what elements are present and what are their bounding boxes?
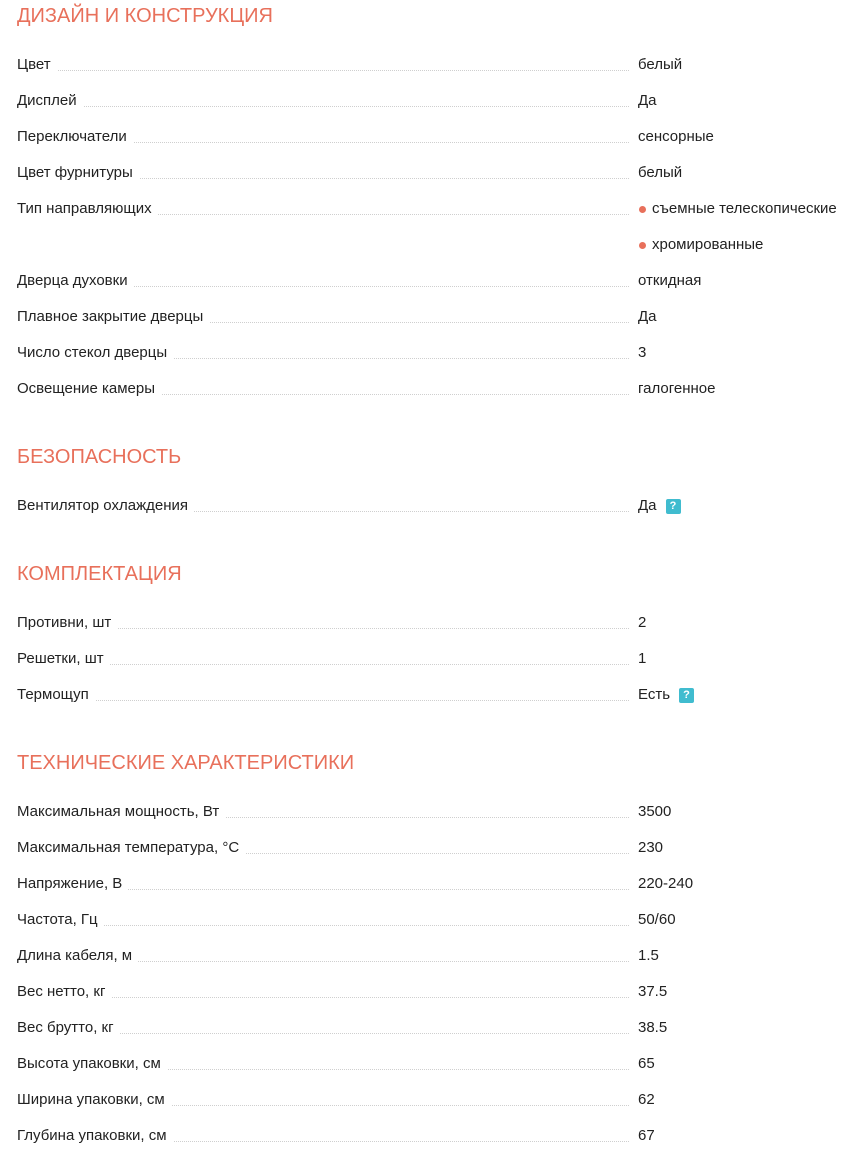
bullet-dot-icon	[639, 206, 646, 213]
spec-label: Вес брутто, кг	[17, 1018, 120, 1038]
spec-value: белый	[638, 164, 683, 181]
spec-row	[17, 199, 849, 219]
spec-value: 230	[638, 839, 664, 856]
spec-value: 37.5	[638, 983, 668, 1000]
spec-value: 3	[638, 344, 647, 361]
spec-label: Напряжение, В	[17, 874, 128, 894]
spec-row	[17, 91, 849, 111]
spec-row	[17, 1090, 849, 1110]
spec-label: Максимальная температура, °C	[17, 838, 245, 858]
spec-value: 3500	[638, 803, 672, 820]
spec-row	[17, 307, 849, 327]
spec-value: сенсорные	[638, 128, 714, 145]
spec-row	[17, 838, 849, 858]
spec-row	[17, 379, 849, 399]
help-icon[interactable]: ?	[666, 499, 681, 514]
spec-row	[17, 1126, 849, 1146]
spec-label: Цвет	[17, 55, 57, 75]
spec-value: Да ?	[638, 496, 681, 516]
spec-label: Вентилятор охлаждения	[17, 496, 194, 516]
spec-value: 67	[638, 1127, 655, 1144]
spec-label: Цвет фурнитуры	[17, 163, 139, 183]
spec-label: Высота упаковки, см	[17, 1054, 167, 1074]
spec-label: Вес нетто, кг	[17, 982, 111, 1002]
spec-label: Длина кабеля, м	[17, 946, 138, 966]
spec-row	[17, 802, 849, 822]
spec-label: Плавное закрытие дверцы	[17, 307, 209, 327]
dotted-leader	[17, 925, 629, 926]
spec-row	[17, 496, 849, 516]
spec-label: Глубина упаковки, см	[17, 1126, 173, 1146]
spec-label: Частота, Гц	[17, 910, 104, 930]
spec-value: Да	[638, 308, 657, 325]
dotted-leader	[17, 106, 629, 107]
spec-value: 220-240	[638, 875, 694, 892]
section-title-design: ДИЗАЙН И КОНСТРУКЦИЯ	[17, 5, 273, 27]
spec-label: Освещение камеры	[17, 379, 161, 399]
spec-value: 2	[638, 614, 647, 631]
spec-value: белый	[638, 56, 683, 73]
spec-row	[17, 685, 849, 705]
spec-value: 1	[638, 650, 647, 667]
spec-row	[17, 55, 849, 75]
spec-label: Тип направляющих	[17, 199, 158, 219]
spec-value-list-item: хромированные	[638, 235, 763, 255]
spec-row	[17, 343, 849, 363]
spec-row	[17, 910, 849, 930]
spec-value: 38.5	[638, 1019, 668, 1036]
section-title-technical: ТЕХНИЧЕСКИЕ ХАРАКТЕРИСТИКИ	[17, 752, 355, 774]
spec-row	[17, 271, 849, 291]
spec-label: Термощуп	[17, 685, 95, 705]
spec-label: Переключатели	[17, 127, 133, 147]
spec-value-list-item: съемные телескопические	[638, 199, 837, 219]
bullet-dot-icon	[639, 242, 646, 249]
spec-value: галогенное	[638, 380, 716, 397]
spec-label: Дверца духовки	[17, 271, 134, 291]
spec-row	[17, 127, 849, 147]
spec-row	[17, 163, 849, 183]
spec-row	[17, 946, 849, 966]
spec-row	[17, 1018, 849, 1038]
section-title-package: КОМПЛЕКТАЦИЯ	[17, 563, 182, 585]
spec-row-continuation	[17, 235, 849, 255]
spec-label: Решетки, шт	[17, 649, 110, 669]
section-title-safety: БЕЗОПАСНОСТЬ	[17, 446, 182, 468]
spec-value: Да	[638, 92, 657, 109]
spec-label: Дисплей	[17, 91, 83, 111]
spec-row	[17, 982, 849, 1002]
help-icon[interactable]: ?	[679, 688, 694, 703]
spec-label: Противни, шт	[17, 613, 117, 633]
spec-row	[17, 613, 849, 633]
spec-row	[17, 1054, 849, 1074]
spec-value: 65	[638, 1055, 655, 1072]
spec-row	[17, 649, 849, 669]
dotted-leader	[17, 700, 629, 701]
spec-label: Ширина упаковки, см	[17, 1090, 171, 1110]
spec-value: откидная	[638, 272, 702, 289]
spec-label: Максимальная мощность, Вт	[17, 802, 225, 822]
spec-value: Есть ?	[638, 685, 694, 705]
spec-value: 50/60	[638, 911, 676, 928]
spec-value: 62	[638, 1091, 655, 1108]
spec-label: Число стекол дверцы	[17, 343, 173, 363]
spec-row	[17, 874, 849, 894]
dotted-leader	[17, 70, 629, 71]
spec-value: 1.5	[638, 947, 659, 964]
